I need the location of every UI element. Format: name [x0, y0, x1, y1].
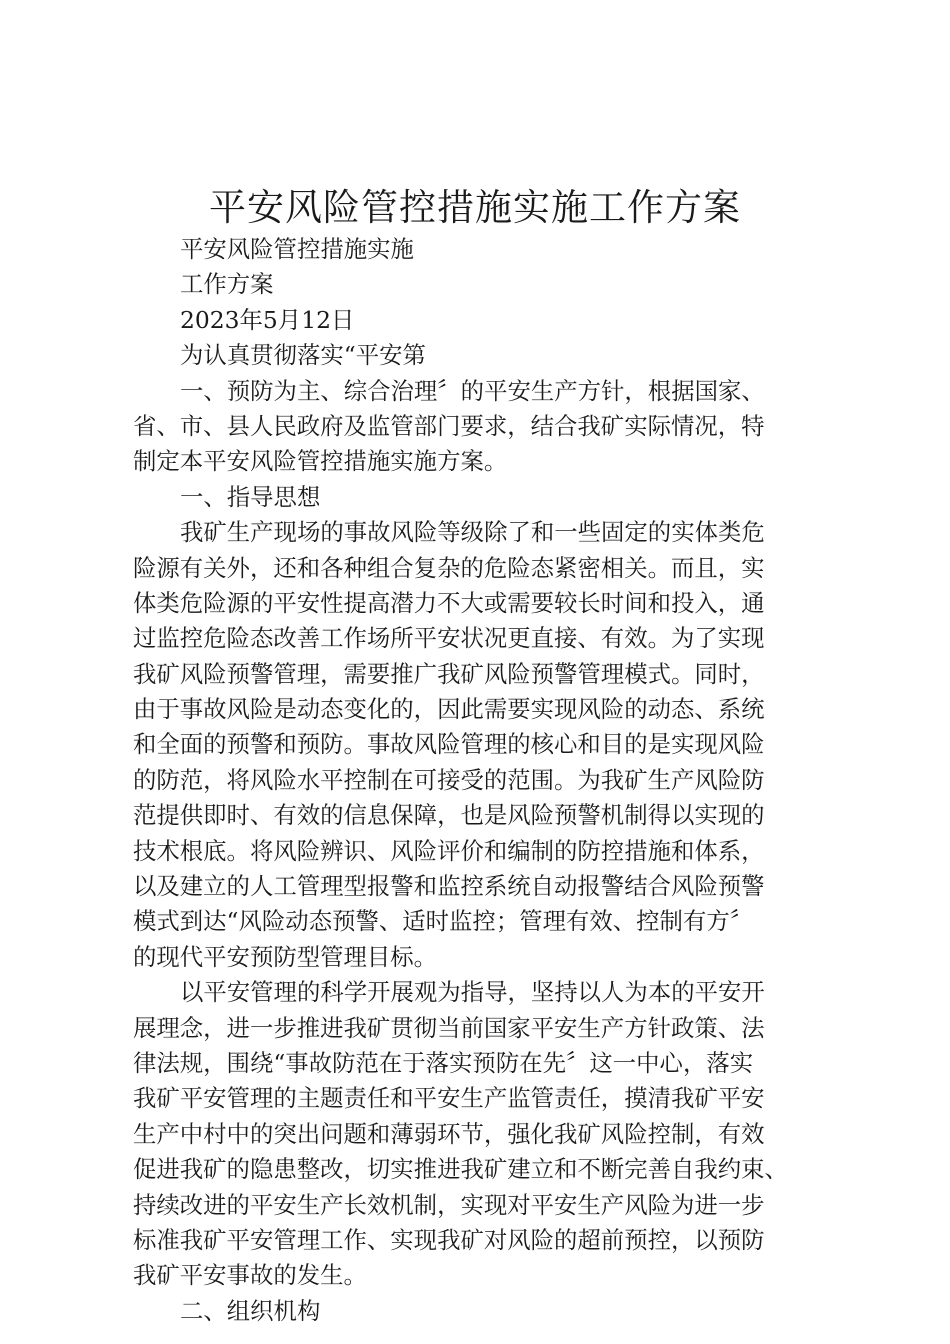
paragraph-line: 模式到达“风险动态预警、适时监控；管理有效、控制有方〞 [133, 907, 754, 936]
paragraph-line: 持续改进的平安生产长效机制，实现对平安生产风险为进一步 [133, 1190, 765, 1219]
subtitle-line-1: 平安风险管控措施实施 [180, 235, 414, 263]
paragraph-line: 过监控危险态改善工作场所平安状况更直接、有效。为了实现 [133, 624, 765, 653]
paragraph-line: 和全面的预警和预防。事故风险管理的核心和目的是实现风险 [133, 730, 765, 759]
paragraph-line: 我矿生产现场的事故风险等级除了和一些固定的实体类危 [180, 518, 765, 547]
paragraph-line: 省、市、县人民政府及监管部门要求，结合我矿实际情况，特 [133, 411, 765, 440]
paragraph-line: 为认真贯彻落实“平安第 [180, 341, 426, 370]
paragraph-line: 范提供即时、有效的信息保障，也是风险预警机制得以实现的 [133, 801, 765, 830]
document-body [133, 232, 833, 1329]
paragraph-line: 一、预防为主、综合治理〞的平安生产方针，根据国家、 [180, 376, 765, 405]
document-title: 平安风险管控措施实施工作方案 [209, 186, 741, 229]
paragraph-line: 我矿平安事故的发生。 [133, 1261, 367, 1290]
paragraph-line: 我矿风险预警管理，需要推广我矿风险预警管理模式。同时， [133, 659, 765, 688]
paragraph-line: 的防范，将风险水平控制在可接受的范围。为我矿生产风险防 [133, 765, 765, 794]
paragraph-line: 展理念，进一步推进我矿贯彻当前国家平安生产方针政策、法 [133, 1013, 765, 1042]
paragraph-line: 由于事故风险是动态变化的，因此需要实现风险的动态、系统 [133, 695, 765, 724]
paragraph-line: 标准我矿平安管理工作、实现我矿对风险的超前预控，以预防 [133, 1225, 765, 1254]
paragraph-line: 险源有关外，还和各种组合复杂的危险态紧密相关。而且，实 [133, 553, 765, 582]
paragraph-line: 我矿平安管理的主题责任和平安生产监管责任，摸清我矿平安 [133, 1084, 765, 1113]
paragraph-line: 体类危险源的平安性提高潜力不大或需要较长时间和投入，通 [133, 588, 765, 617]
date-line: 2023年5月12日 [180, 305, 355, 334]
paragraph-line: 技术根底。将风险辨识、风险评价和编制的防控措施和体系， [133, 836, 765, 865]
section-heading-organization: 二、组织机构 [180, 1296, 321, 1325]
paragraph-line: 生产中村中的突出问题和薄弱环节，强化我矿风险控制，有效 [133, 1119, 765, 1148]
paragraph-line: 以平安管理的科学开展观为指导，坚持以人为本的平安开 [180, 978, 765, 1007]
paragraph-line: 的现代平安预防型管理目标。 [133, 942, 438, 971]
subtitle-line-2: 工作方案 [180, 270, 274, 299]
paragraph-line: 促进我矿的隐患整改，切实推进我矿建立和不断完善自我约束、 [133, 1155, 788, 1184]
section-heading-guiding-ideology: 一、指导思想 [180, 482, 321, 511]
paragraph-line: 以及建立的人工管理型报警和监控系统自动报警结合风险预警 [133, 872, 765, 901]
paragraph-line: 律法规，围绕“事故防范在于落实预防在先〞这一中心，落实 [133, 1048, 754, 1077]
paragraph-line: 制定本平安风险管控措施实施方案。 [133, 447, 508, 476]
